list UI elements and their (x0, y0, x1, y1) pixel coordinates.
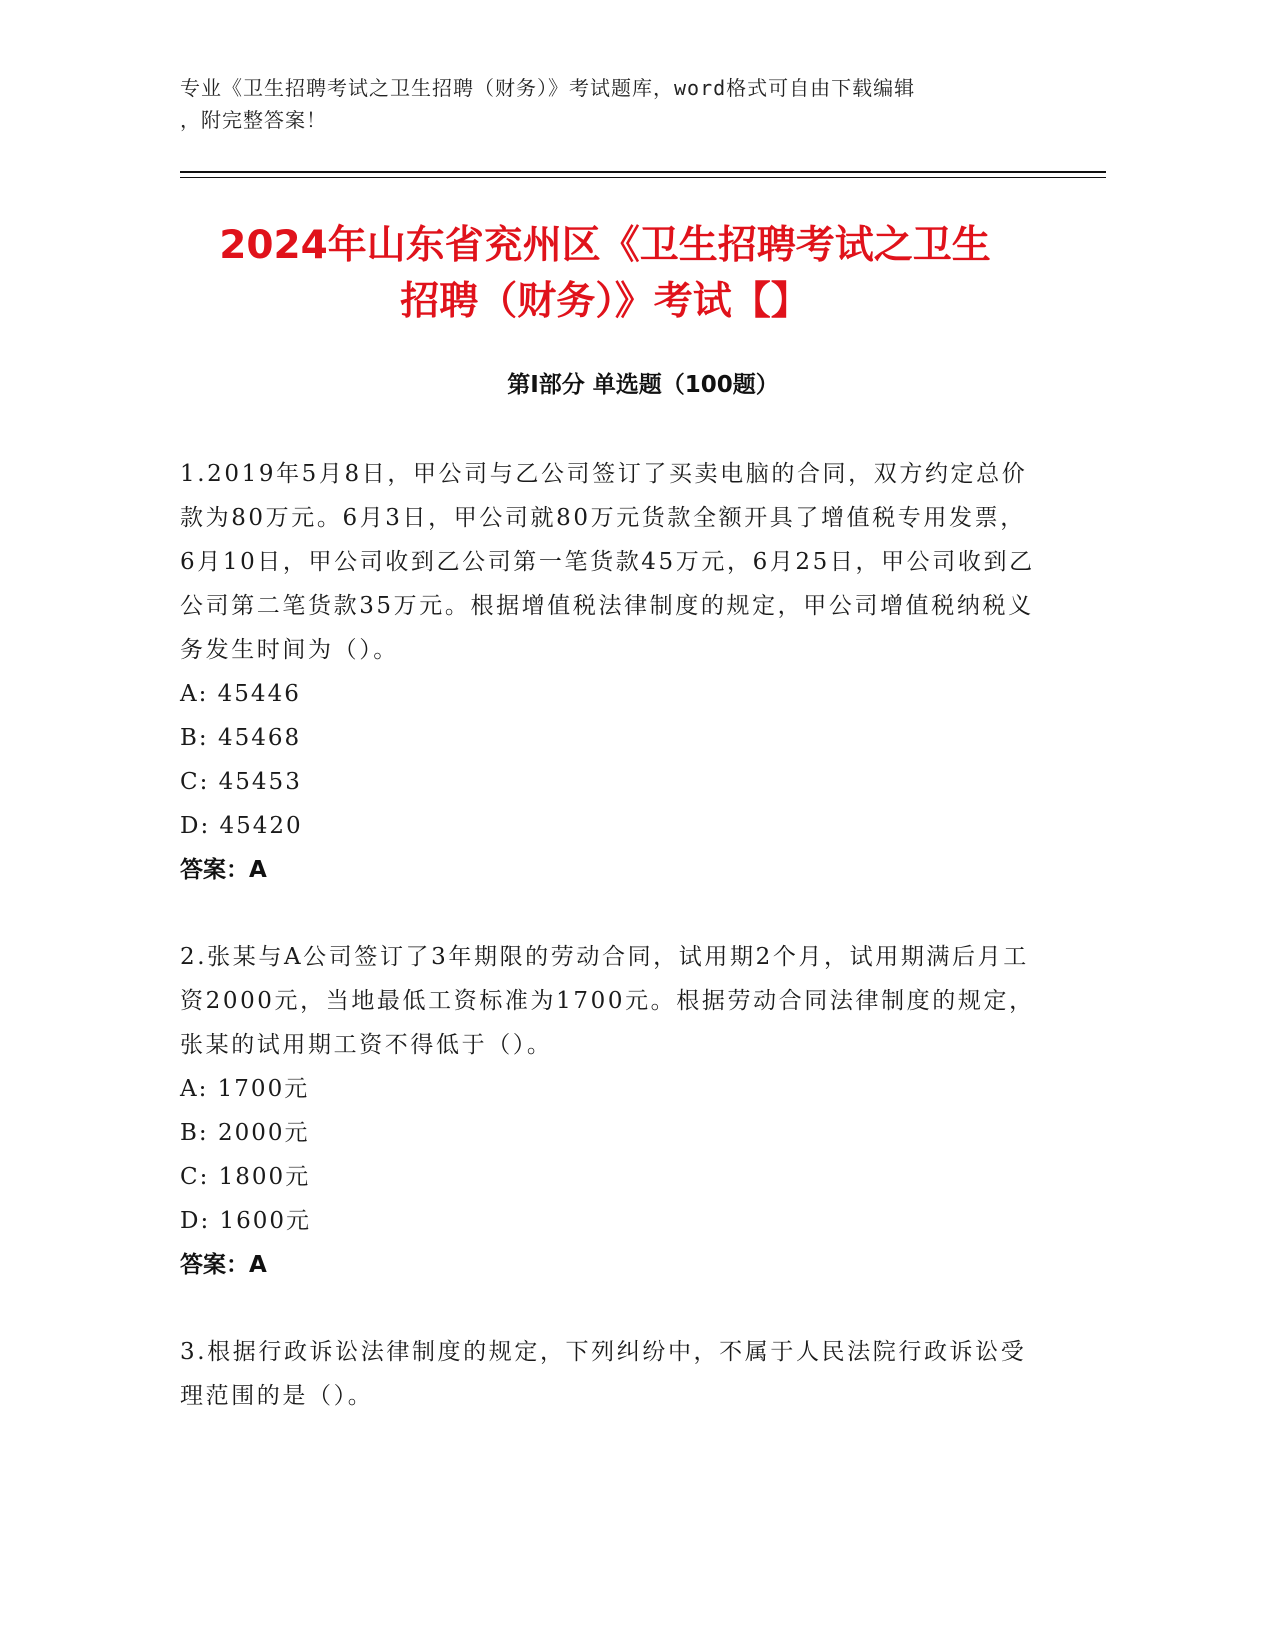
question-stem: 3.根据行政诉讼法律制度的规定，下列纠纷中，不属于人民法院行政诉讼受理范围的是（）。 (180, 1339, 1027, 1409)
option-c: C: 45453 (180, 769, 302, 795)
option-d: D: 45420 (180, 813, 303, 839)
header-note (180, 72, 1040, 136)
option-a: A: 1700元 (180, 1076, 310, 1102)
question-stem: 1.2019年5月8日，甲公司与乙公司签订了买卖电脑的合同，双方约定总价款为80万元。6月3日，甲公司就80万元货款全额开具了增值税专用发票，6月10日，甲公司收到乙公司第一笔货款45万元，6月25日，甲公司收到乙公司第二笔货款35万元。根据增值税法律制度的规定，甲公司增值税纳税义务发生时间为（）。 (180, 461, 1035, 663)
option-d: D: 1600元 (180, 1208, 312, 1234)
option-b: B: 45468 (180, 725, 302, 751)
question-2 (180, 935, 1040, 1287)
option-c: C: 1800元 (180, 1164, 311, 1190)
document-title-line1: 2024年山东省兖州区《卫生招聘考试之卫生 (219, 223, 991, 268)
document-title (140, 218, 1070, 330)
answer: 答案：A (180, 1252, 267, 1278)
document-title-line2: 招聘（财务）》考试【】 (400, 279, 810, 324)
header-note-line2: ，附完整答案！ (180, 108, 327, 132)
header-rule-thin (180, 177, 1106, 178)
question-list (180, 452, 1040, 1461)
header-note-line1: 专业《卫生招聘考试之卫生招聘（财务）》考试题库，word格式可自由下载编辑 (180, 76, 916, 100)
answer: 答案：A (180, 857, 267, 883)
option-a: A: 45446 (180, 681, 301, 707)
section-title: 第Ⅰ部分 单选题（100题） (507, 372, 779, 398)
question-1 (180, 452, 1040, 892)
header-rule-thick (180, 171, 1106, 173)
question-3 (180, 1330, 1040, 1418)
question-stem: 2.张某与A公司签订了3年期限的劳动合同，试用期2个月，试用期满后月工资2000元，当地最低工资标准为1700元。根据劳动合同法律制度的规定，张某的试用期工资不得低于（）。 (180, 944, 1035, 1058)
option-b: B: 2000元 (180, 1120, 310, 1146)
